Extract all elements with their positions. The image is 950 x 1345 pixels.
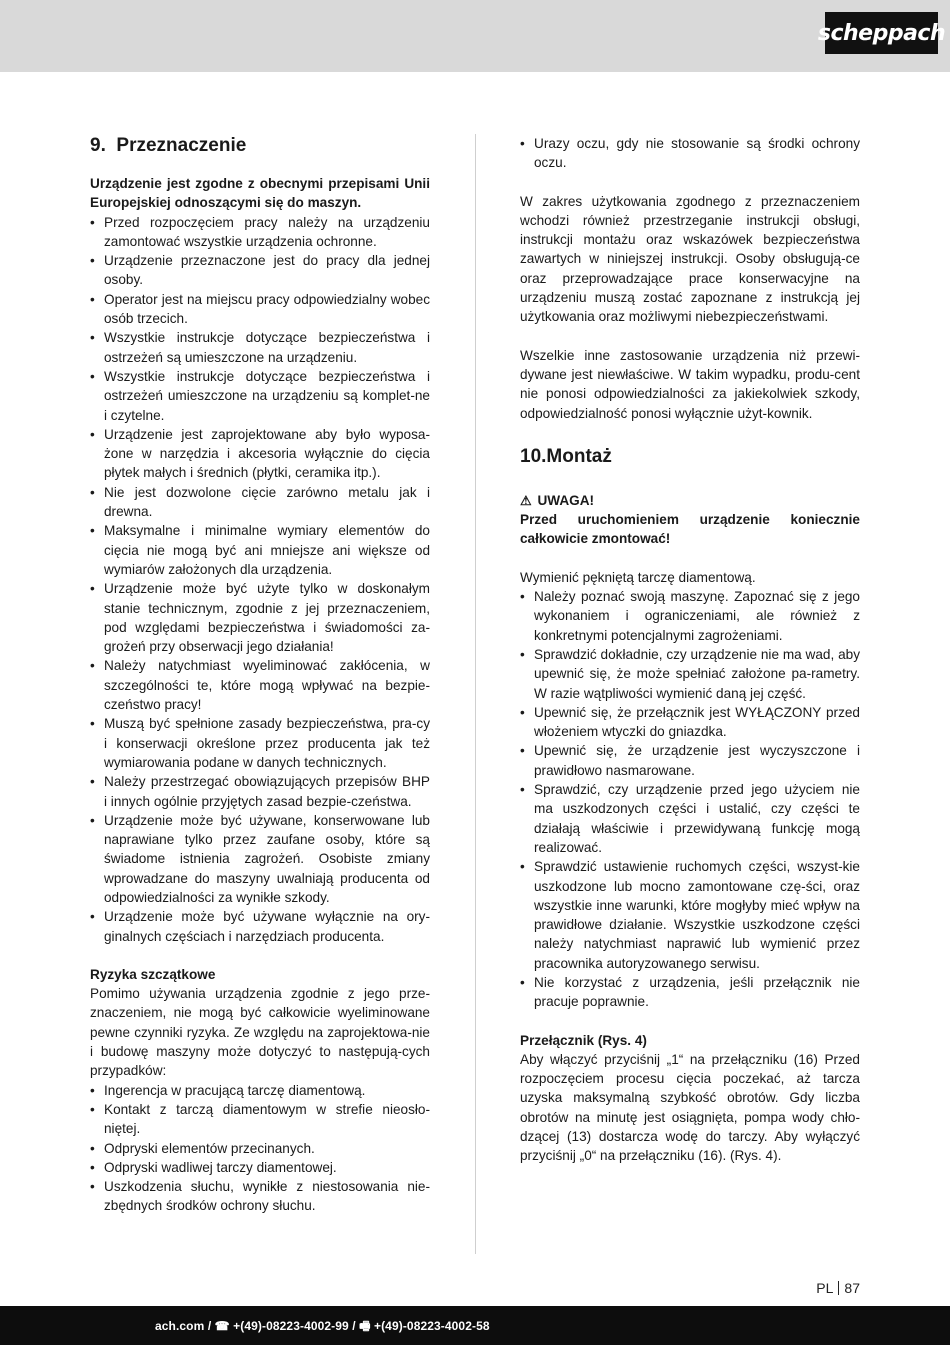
intro-text: Urządzenie jest zgodne z obecnymi przepisami Unii Europejskiej odnoszącymi się do maszyn. <box>90 176 430 211</box>
list-item: • Wszystkie instrukcje dotyczące bezpieczeństwa i ostrzeżeń umieszczone na urządzeniu są komplet-ne i czytelne. <box>90 367 430 425</box>
risk-list <box>90 1081 430 1216</box>
improper-use-paragraph: Wszelkie inne zastosowanie urządzenia niż przewi-dywane jest niewłaściwe. W takim wypadku, produ-cent nie ponosi odpowiedzialności za jakiekolwiek szkody, odpowiedzialność ponosi wyłącznie użyt-kownik. <box>520 347 860 421</box>
list-item: • Sprawdzić dokładnie, czy urządzenie nie ma wad, aby upewnić się, że może spełniać założone pa-rametry. W razie wątpliwości wymienić daną jej część. <box>520 645 860 703</box>
usage-list <box>90 213 430 946</box>
warning-text: Przed uruchomieniem urządzenie koniecznie całkowicie zmontować! <box>520 512 860 547</box>
list-item: • Upewnić się, że urządzenie jest wyczyszczone i prawidłowo nasmarowane. <box>520 741 860 780</box>
list-item: • Operator jest na miejscu pracy odpowiedzialny wobec osób trzecich. <box>90 290 430 329</box>
risk-paragraph: Pomimo używania urządzenia zgodnie z jego prze-znaczeniem, nie mogą być całkowicie wyeliminowane pewne czynniki ryzyka. Ze względu na zaprojektowa-nie i budowę maszyny może dotyczyć to następują-cych przypadków: <box>90 986 430 1079</box>
list-item: • Urządzenie może być użyte tylko w doskonałym stanie technicznym, zgodnie z jej przeznaczeniem, pod względami bezpieczeństwa i świadomości za-grożeń przy obserwacji jego działania! <box>90 579 430 656</box>
list-item: • Urządzenie może być używane wyłącznie na ory-ginalnych częściach i narzędziach producenta. <box>90 907 430 946</box>
risk-list-continued <box>520 134 860 173</box>
list-item: • Urządzenie może być używane, konserwowane lub naprawiane tylko przez zaufane osoby, które są świadome istnienia zagrożeń. Osobiste zmiany wprowadzane do maszyny uwalniają producenta od odpowiedzialności za wynikłe szkody. <box>90 811 430 907</box>
list-item: • Muszą być spełnione zasady bezpieczeństwa, pra-cy i konserwacji określone przez producenta jak też wymiarowania podane w danych technicznych. <box>90 714 430 772</box>
list-item: • Przed rozpoczęciem pracy należy na urządzeniu zamontować wszystkie urządzenia ochronne. <box>90 213 430 252</box>
list-item: • Upewnić się, że przełącznik jest WYŁĄCZONY przed włożeniem wtyczki do gniazdka. <box>520 703 860 742</box>
column-divider <box>475 134 476 1254</box>
section-heading-9: 9. Przeznaczenie <box>90 135 247 156</box>
list-item: • Sprawdzić, czy urządzenie przed jego użyciem nie ma uszkodzonych części i ustalić, czy części te działają właściwie i przewidywaną funkcję mogą realizować. <box>520 780 860 857</box>
warning-icon: ⚠ <box>520 492 532 508</box>
list-item: • Należy przestrzegać obowiązujących przepisów BHP i innych ogólnie przyjętych zasad bezpie-czeństwa. <box>90 772 430 811</box>
brand-logo: scheppach <box>825 12 938 54</box>
list-item: • Należy poznać swoją maszynę. Zapoznać się z jego wykonaniem i ograniczeniami, ale również z konkretnymi potencjalnymi zagrożeniami. <box>520 587 860 645</box>
list-item: • Sprawdzić ustawienie ruchomych części, wszyst-kie uszkodzone lub mocno zamontowane czę-ści, oraz wszystkie inne warunki, które mogłyby mieć wpływ na prawidłowe działanie. Wszystkie uszkodzone części należy natychmiast naprawić lub wymienić przez pracownika autoryzowanego serwisu. <box>520 857 860 973</box>
right-column <box>520 134 860 1166</box>
replace-text: Wymienić pękniętą tarczę diamentową. <box>520 569 756 585</box>
list-item: • Urządzenie przeznaczone jest do pracy dla jednej osoby. <box>90 251 430 290</box>
list-item: • Odpryski elementów przecinanych. <box>90 1139 430 1158</box>
list-item: • Maksymalne i minimalne wymiary elementów do cięcia nie mogą być ani mniejsze ani większe od wymiarów założonych dla urządzenia. <box>90 521 430 579</box>
list-item: • Odpryski wadliwej tarczy diamentowej. <box>90 1158 430 1177</box>
list-item: • Uszkodzenia słuchu, wynikłe z niestosowania nie-zbędnych środków ochrony słuchu. <box>90 1177 430 1216</box>
assembly-list <box>520 587 860 1012</box>
list-item: • Należy natychmiast wyeliminować zakłócenia, w szczególności te, które mogą wpływać na bezpie-czeństwo pracy! <box>90 656 430 714</box>
left-column <box>90 134 430 1216</box>
switch-heading: Przełącznik (Rys. 4) <box>520 1032 647 1048</box>
usage-paragraph: W zakres użytkowania zgodnego z przeznaczeniem wchodzi również przestrzeganie instrukcji obsługi, instrukcji montażu oraz wskazówek bezpieczeństwa zawartych w niniejszej instrukcji. Osoby obsługują-ce oraz przeprowadzające prace konserwacyjne na urządzeniu muszą zostać zapoznane z instrukcją jej użytkowania oraz możliwymi niebezpieczeństwami. <box>520 193 860 325</box>
contact-info: ach.com / ☎ +(49)-08223-4002-99 / 🖷 +(49)-08223-4002-58 <box>155 1319 490 1333</box>
warning-label: ⚠ UWAGA! <box>520 491 860 510</box>
page-number: PL 87 <box>816 1280 860 1296</box>
list-item: • Kontakt z tarczą diamentowym w strefie nieosło-niętej. <box>90 1100 430 1139</box>
list-item: • Wszystkie instrukcje dotyczące bezpieczeństwa i ostrzeżeń są umieszczone na urządzeniu. <box>90 328 430 367</box>
switch-paragraph: Aby włączyć przyciśnij „1“ na przełączniku (16) Przed rozpoczęciem procesu cięcia poczekać, aż tarcza uzyska maksymalną szybkość obrotów. Gdy liczba obrotów na minutę jest osiągnięta, pompa wody chło-dzącej (13) dostarcza wodę do tarczy. Aby wyłączyć przyciśnij „0“ na przełączniku (16). (Rys. 4). <box>520 1051 860 1164</box>
list-item: • Ingerencja w pracującą tarczę diamentową. <box>90 1081 430 1100</box>
list-item: • Urządzenie jest zaprojektowane aby było wyposa-żone w narzędzia i akcesoria wyłącznie do cięcia płytek małych i średnich (płytki, ceramika itp.). <box>90 425 430 483</box>
section-heading-10: 10.Montaż <box>520 445 612 467</box>
header-bar <box>0 0 950 72</box>
risk-heading: Ryzyka szczątkowe <box>90 966 216 982</box>
list-item: • Nie jest dozwolone cięcie zarówno metalu jak i drewna. <box>90 483 430 522</box>
list-item: • Nie korzystać z urządzenia, jeśli przełącznik nie pracuje poprawnie. <box>520 973 860 1012</box>
list-item: • Urazy oczu, gdy nie stosowanie są środki ochrony oczu. <box>520 134 860 173</box>
